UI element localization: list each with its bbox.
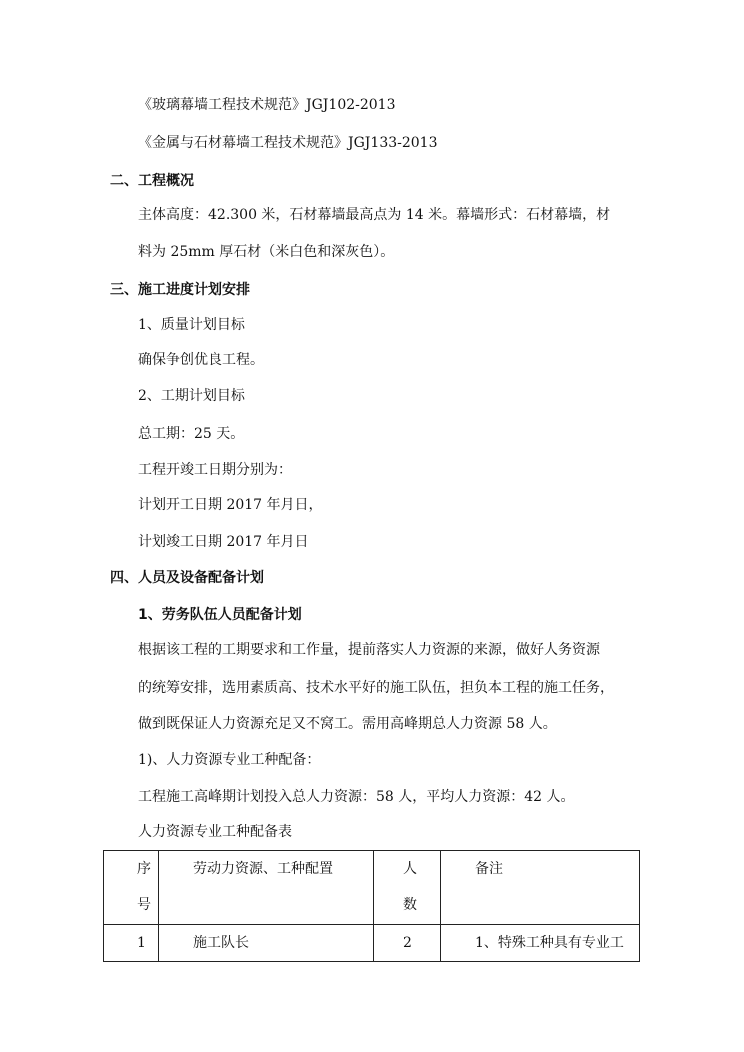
header-remark-label: 备注 bbox=[475, 861, 503, 877]
header-count-line-1: 人 bbox=[403, 861, 417, 877]
header-resource-label: 劳动力资源、工种配置 bbox=[193, 861, 333, 877]
labor-paragraph-line-2: 的统筹安排，选用素质高、技术水平好的施工队伍，担负本工程的施工任务， bbox=[138, 680, 614, 696]
reference-glass-curtain-wall: 《玻璃幕墙工程技术规范》JGJ102-2013 bbox=[138, 97, 396, 113]
header-seq-line-1: 序 bbox=[137, 861, 151, 877]
row-seq-cell bbox=[104, 925, 159, 962]
labor-paragraph-line-3: 做到既保证人力资源充足又不窝工。需用高峰期总人力资源 58 人。 bbox=[138, 716, 557, 732]
row-resource-cell bbox=[159, 925, 374, 962]
schedule-target-heading: 2、工期计划目标 bbox=[138, 388, 245, 404]
row-resource-value: 施工队长 bbox=[193, 935, 249, 951]
quality-target-text: 确保争创优良工程。 bbox=[138, 352, 264, 368]
planned-end-date: 计划竣工日期 2017 年月日 bbox=[138, 534, 309, 550]
table-title: 人力资源专业工种配备表 bbox=[138, 824, 292, 840]
labor-team-heading: 1、劳务队伍人员配备计划 bbox=[138, 607, 302, 623]
section-2-paragraph-line-1: 主体高度：42.300 米，石材幕墙最高点为 14 米。幕墙形式：石材幕墙，材 bbox=[138, 207, 611, 223]
header-seq-line-2: 号 bbox=[137, 897, 151, 913]
labor-allocation-table bbox=[103, 850, 640, 962]
section-2-heading: 二、工程概况 bbox=[110, 173, 194, 189]
reference-metal-stone-curtain-wall: 《金属与石材幕墙工程技术规范》JGJ133-2013 bbox=[138, 135, 438, 151]
section-2-paragraph-line-2: 料为 25mm 厚石材（米白色和深灰色）。 bbox=[138, 244, 395, 260]
row-remark-value: 1、特殊工种具有专业工 bbox=[475, 935, 624, 951]
labor-paragraph-line-1: 根据该工程的工期要求和工作量，提前落实人力资源的来源，做好人务资源 bbox=[138, 642, 600, 658]
row-count-value: 2 bbox=[403, 935, 412, 951]
row-seq-value: 1 bbox=[137, 935, 146, 951]
header-remark-cell bbox=[441, 851, 640, 925]
peak-resources-text: 工程施工高峰期计划投入总人力资源：58 人，平均人力资源：42 人。 bbox=[138, 789, 575, 805]
header-resource-cell bbox=[159, 851, 374, 925]
table-row bbox=[104, 925, 640, 962]
planned-start-date: 计划开工日期 2017 年月日， bbox=[138, 497, 323, 513]
header-count-line-2: 数 bbox=[403, 897, 417, 913]
table-header-row bbox=[104, 851, 640, 925]
row-count-cell bbox=[374, 925, 441, 962]
trade-allocation-heading: 1)、人力资源专业工种配备： bbox=[138, 752, 321, 768]
row-remark-cell bbox=[441, 925, 640, 962]
header-count-cell bbox=[374, 851, 441, 925]
schedule-target-text: 总工期：25 天。 bbox=[138, 426, 245, 442]
quality-target-heading: 1、质量计划目标 bbox=[138, 317, 245, 333]
dates-intro: 工程开竣工日期分别为： bbox=[138, 462, 292, 478]
section-4-heading: 四、人员及设备配备计划 bbox=[110, 570, 264, 586]
header-seq-cell bbox=[104, 851, 159, 925]
section-3-heading: 三、施工进度计划安排 bbox=[110, 282, 250, 298]
